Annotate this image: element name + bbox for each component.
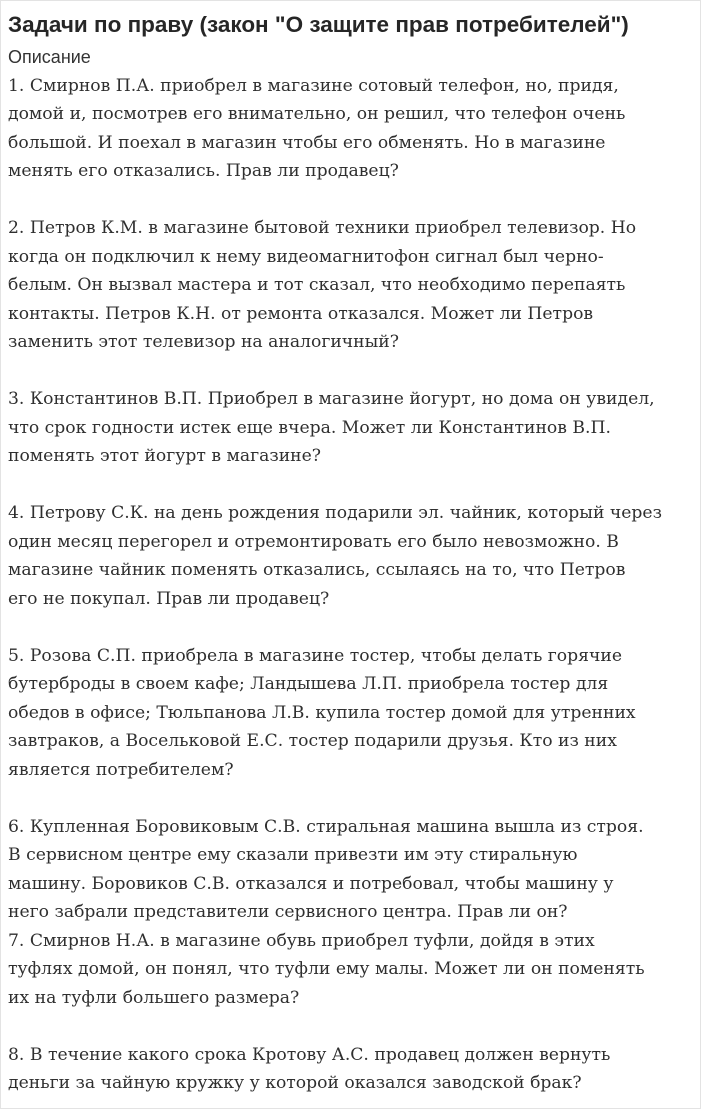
task-line: заменить этот телевизор на аналогичный? (8, 332, 399, 352)
task-line: поменять этот йогурт в магазине? (8, 446, 322, 466)
task-line: что срок годности истек еще вчера. Может ли Константинов В.П. (8, 417, 611, 438)
task-line: их на туфли большего размера? (8, 987, 300, 1008)
task-line: 7. Смирнов Н.А. в магазине обувь приобрел туфли, дойдя в этих (8, 930, 595, 951)
task-line: бутерброды в своем кафе; Ландышева Л.П. приобрела тостер для (8, 674, 609, 694)
task-line: туфлях домой, он понял, что туфли ему малы. Может ли он поменять (8, 959, 645, 979)
task-7 (8, 927, 694, 1013)
task-line: когда он подключил к нему видеомагнитофон сигнал был черно- (8, 246, 604, 267)
task-5 (8, 642, 694, 785)
task-4 (8, 499, 694, 613)
task-line: 3. Константинов В.П. Приобрел в магазине йогурт, но дома он увидел, (8, 389, 655, 409)
task-line: менять его отказались. Прав ли продавец? (8, 161, 399, 181)
paragraph-gap (8, 613, 694, 642)
task-line: один месяц перегорел и отремонтировать его было невозможно. В (8, 531, 619, 552)
paragraph-gap (8, 784, 694, 813)
page-title: Задачи по праву (закон "О защите прав потребителей") (8, 12, 629, 37)
task-line: деньги за чайную кружку у которой оказался заводской брак? (8, 1073, 582, 1093)
document-content (8, 6, 694, 1098)
task-line: домой и, посмотрев его внимательно, он решил, что телефон очень (8, 104, 626, 124)
paragraph-gap (8, 471, 694, 500)
section-label: Описание (8, 47, 91, 67)
task-line: магазине чайник поменять отказались, ссылаясь на то, что Петров (8, 560, 626, 580)
task-line: 4. Петрову С.К. на день рождения подарили эл. чайник, который через (8, 503, 662, 523)
task-line: является потребителем? (8, 759, 234, 780)
task-line: белым. Он вызвал мастера и тот сказал, что необходимо перепаять (8, 275, 626, 295)
paragraph-gap (8, 1012, 694, 1041)
task-line: 2. Петров К.М. в магазине бытовой техники приобрел телевизор. Но (8, 218, 637, 238)
task-line: 6. Купленная Боровиковым С.В. стиральная машина вышла из строя. (8, 816, 644, 837)
task-line: большой. И поехал в магазин чтобы его обменять. Но в магазине (8, 132, 606, 153)
task-line: контакты. Петров К.Н. от ремонта отказался. Может ли Петров (8, 303, 594, 324)
task-line: обедов в офисе; Тюльпанова Л.В. купила тостер домой для утренних (8, 702, 636, 723)
task-line: 5. Розова С.П. приобрела в магазине тостер, чтобы делать горячие (8, 645, 622, 666)
task-3 (8, 385, 694, 471)
task-2 (8, 214, 694, 357)
task-1 (8, 72, 694, 186)
task-line: него забрали представители сервисного центра. Прав ли он? (8, 902, 568, 922)
task-list (8, 72, 694, 1098)
task-line: машину. Боровиков С.В. отказался и потребовал, чтобы машину у (8, 873, 614, 894)
task-line: его не покупал. Прав ли продавец? (8, 588, 330, 609)
task-line: 8. В течение какого срока Кротову А.С. продавец должен вернуть (8, 1044, 611, 1065)
task-6 (8, 813, 694, 927)
task-8 (8, 1041, 694, 1098)
task-line: 1. Смирнов П.А. приобрел в магазине сотовый телефон, но, придя, (8, 75, 619, 96)
task-line: завтраков, а Восельковой Е.С. тостер подарили друзья. Кто из них (8, 731, 617, 751)
paragraph-gap (8, 357, 694, 386)
paragraph-gap (8, 186, 694, 215)
task-line: В сервисном центре ему сказали привезти им эту стиральную (8, 845, 578, 865)
